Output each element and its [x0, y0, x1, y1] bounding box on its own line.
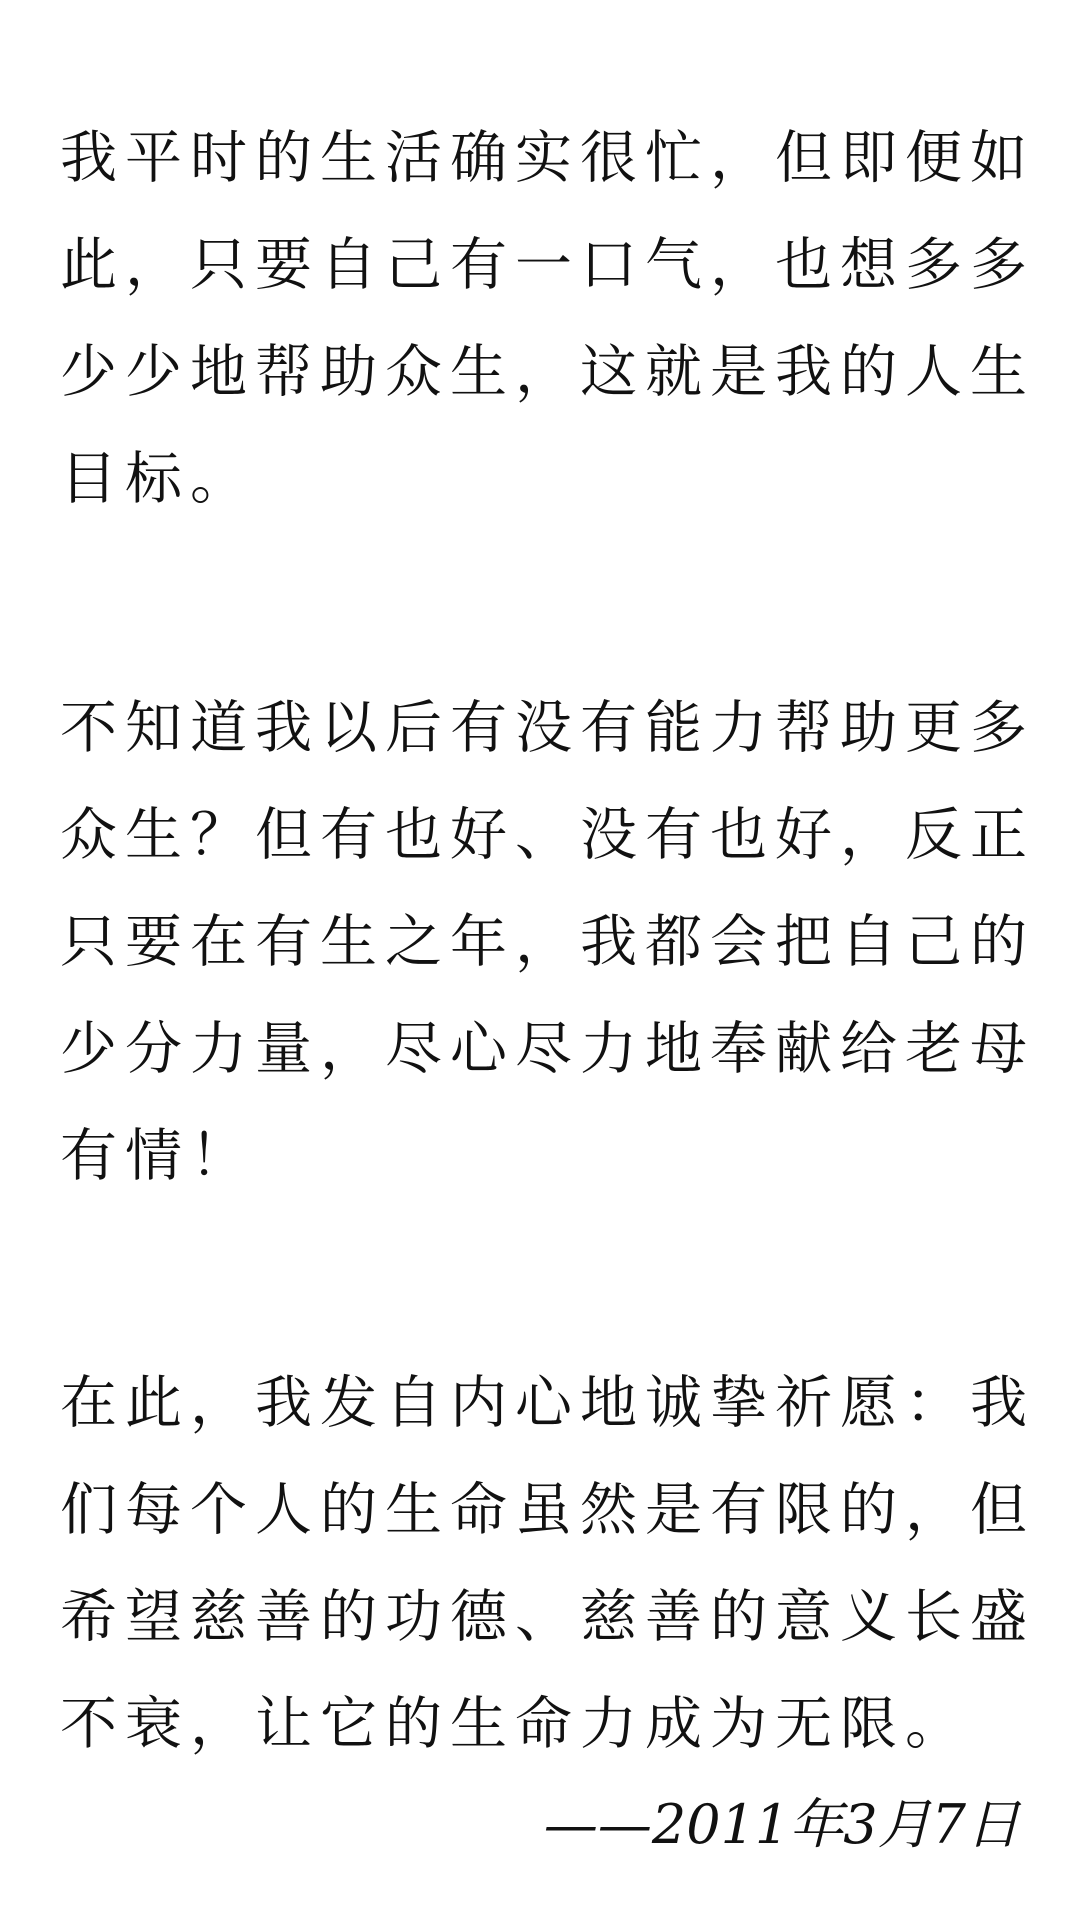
paragraph-3 [60, 1350, 1040, 1778]
paragraph-line: 在此，我发自内心地诚挚祈愿：我 [60, 1370, 1035, 1436]
paragraph-line: 只要在有生之年，我都会把自己的 [60, 909, 1035, 975]
paragraph-line: 希望慈善的功德、慈善的意义长盛 [60, 1584, 1035, 1650]
paragraph-line: 目标。 [60, 446, 255, 512]
paragraph-line: 少少地帮助众生，这就是我的人生 [60, 339, 1035, 405]
paragraph-line: 有情！ [60, 1123, 255, 1189]
paragraph-line: 我平时的生活确实很忙，但即便如 [60, 125, 1035, 191]
paragraph-line: 不知道我以后有没有能力帮助更多 [60, 695, 1035, 761]
paragraph-line: 众生？但有也好、没有也好，反正 [60, 802, 1035, 868]
date-signature: ——2011年3月7日 [543, 1793, 1020, 1856]
paragraph-line: 此，只要自己有一口气，也想多多 [60, 232, 1035, 298]
paragraph-line: 少分力量，尽心尽力地奉献给老母 [60, 1016, 1035, 1082]
paragraph-line: 们每个人的生命虽然是有限的，但 [60, 1477, 1035, 1543]
paragraph-1 [60, 105, 1040, 533]
paragraph-2 [60, 675, 1040, 1210]
paragraph-line: 不衰，让它的生命力成为无限。 [60, 1691, 970, 1757]
